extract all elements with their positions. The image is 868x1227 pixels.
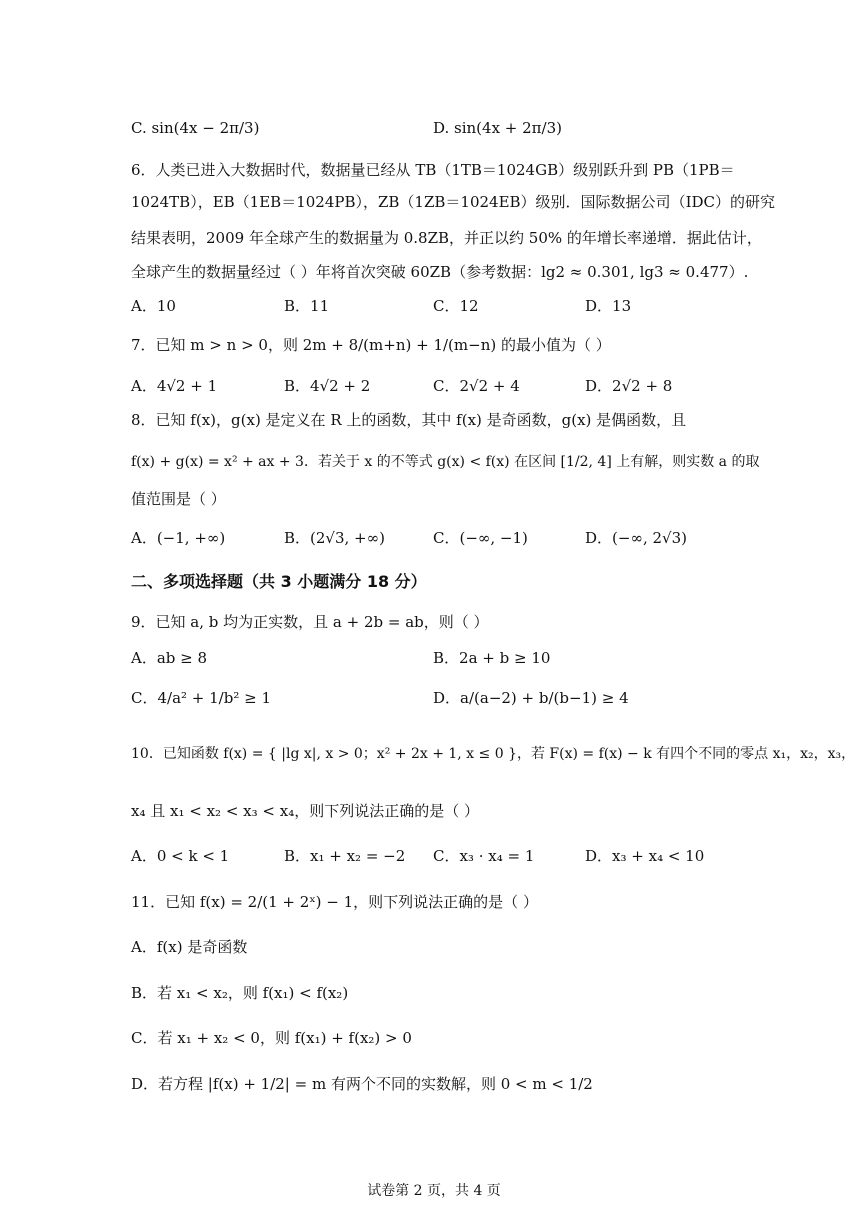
- q8-option-b: B．(2√3, +∞): [284, 529, 385, 547]
- q8-line-2: f(x) + g(x) = x² + ax + 3．若关于 x 的不等式 g(x) < f(x) 在区间 [1/2, 4] 上有解，则实数 a 的取: [131, 454, 760, 470]
- q10-option-a: A．0 < k < 1: [131, 847, 230, 865]
- q10-option-b: B．x₁ + x₂ = −2: [284, 847, 406, 865]
- q7-option-b: B．4√2 + 2: [284, 377, 371, 395]
- q7-stem: 7．已知 m > n > 0，则 2m + 8/(m+n) + 1/(m−n) 的最小值为（ ）: [131, 336, 611, 354]
- page-footer: 试卷第 2 页，共 4 页: [367, 1183, 501, 1199]
- q7-option-c: C．2√2 + 4: [433, 377, 520, 395]
- q9-option-b: B．2a + b ≥ 10: [433, 649, 551, 667]
- q11-option-d: D．若方程 |f(x) + 1/2| = m 有两个不同的实数解，则 0 < m < 1/2: [131, 1075, 593, 1093]
- q6-line-3: 结果表明，2009 年全球产生的数据量为 0.8ZB，并正以约 50% 的年增长率递增．据此估计，: [131, 229, 762, 247]
- q9-stem: 9．已知 a, b 均为正实数，且 a + 2b = ab，则（ ）: [131, 613, 489, 631]
- q8-line-1: 8．已知 f(x)，g(x) 是定义在 R 上的函数，其中 f(x) 是奇函数，g(x) 是偶函数，且: [131, 411, 687, 429]
- q7-option-d: D．2√2 + 8: [585, 377, 673, 395]
- q6-line-1: 6．人类已进入大数据时代，数据量已经从 TB（1TB＝1024GB）级别跃升到 PB（1PB＝: [131, 161, 735, 179]
- section-heading: 二、多项选择题（共 3 小题满分 18 分）: [131, 572, 427, 591]
- q11-option-c: C．若 x₁ + x₂ < 0，则 f(x₁) + f(x₂) > 0: [131, 1029, 412, 1047]
- q10-option-d: D．x₃ + x₄ < 10: [585, 847, 705, 865]
- q6-option-c: C．12: [433, 297, 479, 315]
- q5-option-d: D. sin(4x + 2π/3): [433, 119, 562, 137]
- q6-line-2: 1024TB），EB（1EB＝1024PB），ZB（1ZB＝1024EB）级别．国际数据公司（IDC）的研究: [131, 193, 775, 211]
- q9-option-a: A．ab ≥ 8: [131, 649, 208, 667]
- q6-option-b: B．11: [284, 297, 330, 315]
- q10-line-1: 10．已知函数 f(x) = { |lg x|, x > 0；x² + 2x + 1, x ≤ 0 }，若 F(x) = f(x) − k 有四个不同的零点 x₁，x₂，x₃，: [131, 746, 856, 762]
- q6-option-a: A．10: [131, 297, 176, 315]
- q6-option-d: D．13: [585, 297, 632, 315]
- q6-line-4: 全球产生的数据量经过（ ）年将首次突破 60ZB（参考数据：lg2 ≈ 0.301, lg3 ≈ 0.477）.: [131, 263, 749, 281]
- q8-option-c: C．(−∞, −1): [433, 529, 528, 547]
- q7-option-a: A．4√2 + 1: [131, 377, 218, 395]
- q8-option-d: D．(−∞, 2√3): [585, 529, 687, 547]
- q8-option-a: A．(−1, +∞): [131, 529, 226, 547]
- q10-option-c: C．x₃ · x₄ = 1: [433, 847, 535, 865]
- q10-line-2: x₄ 且 x₁ < x₂ < x₃ < x₄，则下列说法正确的是（ ）: [131, 802, 479, 820]
- q9-option-d: D．a/(a−2) + b/(b−1) ≥ 4: [433, 689, 629, 707]
- q9-option-c: C．4/a² + 1/b² ≥ 1: [131, 689, 271, 707]
- q8-line-3: 值范围是（ ）: [131, 490, 226, 508]
- q11-option-a: A．f(x) 是奇函数: [131, 938, 248, 956]
- q11-stem: 11．已知 f(x) = 2/(1 + 2ˣ) − 1，则下列说法正确的是（ ）: [131, 893, 538, 911]
- q5-option-c: C. sin(4x − 2π/3): [131, 119, 260, 137]
- q11-option-b: B．若 x₁ < x₂，则 f(x₁) < f(x₂): [131, 984, 349, 1002]
